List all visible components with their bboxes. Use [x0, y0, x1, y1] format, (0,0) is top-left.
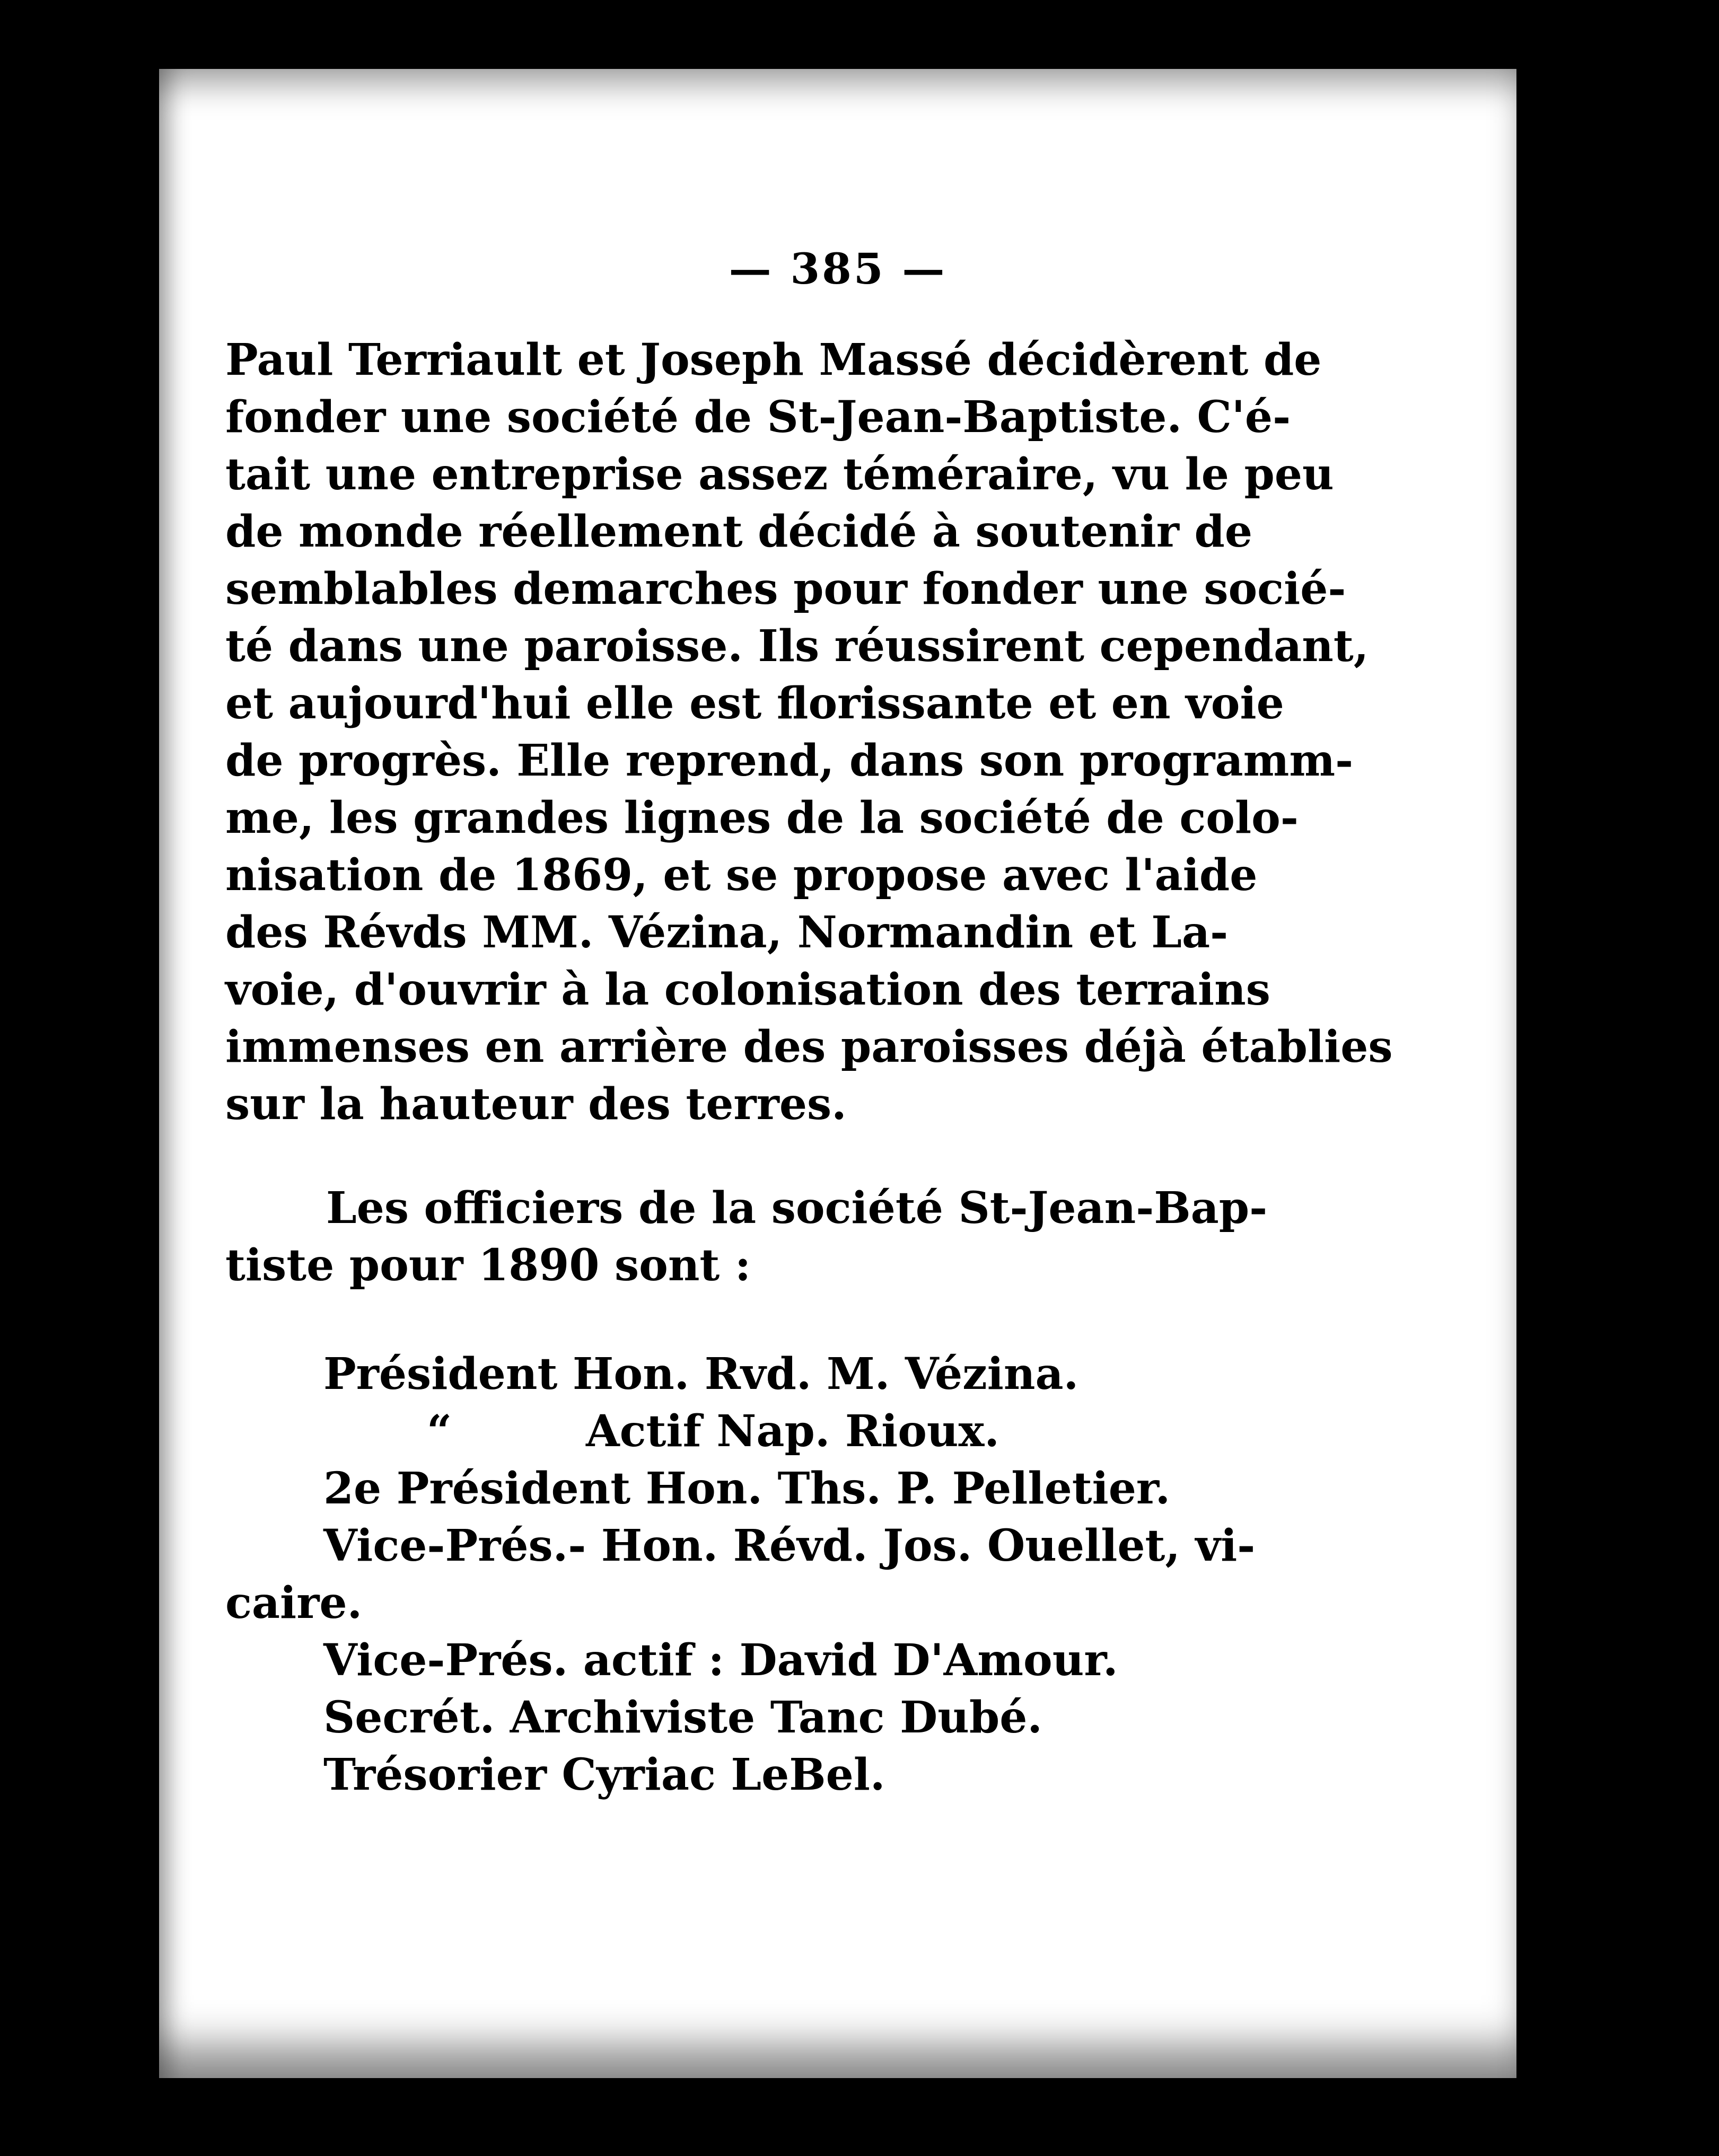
officer-entry: 2e Président Hon. Ths. P. Pelletier. — [323, 1463, 1171, 1514]
text-line: Les officiers de la société St-Jean-Bap- — [326, 1183, 1268, 1234]
text-line: des Révds MM. Vézina, Normandin et La- — [225, 907, 1229, 958]
text-line: tiste pour 1890 sont : — [225, 1240, 751, 1291]
officer-entry: Vice-Prés. actif : David D'Amour. — [323, 1635, 1118, 1686]
officer-entry: Vice-Prés.- Hon. Révd. Jos. Ouellet, vi- — [323, 1520, 1256, 1571]
officers-list — [225, 1345, 1256, 1803]
officer-entry: Secrét. Archiviste Tanc Dubé. — [323, 1692, 1042, 1743]
ditto-mark: “ — [427, 1406, 452, 1457]
officer-entry — [225, 1403, 1174, 1460]
text-line: de monde réellement décidé à soutenir de — [225, 506, 1253, 557]
officer-entry: Trésorier Cyriac LeBel. — [323, 1749, 885, 1800]
book-page — [159, 69, 1516, 2078]
paragraph-officers-intro — [225, 1180, 1268, 1294]
text-line: et aujourd'hui elle est florissante et en voie — [225, 678, 1284, 729]
text-line: nisation de 1869, et se propose avec l'aide — [225, 850, 1258, 901]
page-number: — 385 — — [729, 244, 947, 294]
text-line: Paul Terriault et Joseph Massé décidèrent de — [225, 335, 1322, 385]
text-line: immenses en arrière des paroisses déjà établies — [225, 1022, 1393, 1072]
text-line: fonder une société de St-Jean-Baptiste. C'é- — [225, 392, 1291, 443]
text-line: tait une entreprise assez téméraire, vu le peu — [225, 449, 1334, 500]
officer-entry: Président Hon. Rvd. M. Vézina. — [323, 1349, 1079, 1400]
text-line: voie, d'ouvrir à la colonisation des terrains — [225, 964, 1270, 1015]
text-line: sur la hauteur des terres. — [225, 1079, 847, 1130]
text-line: semblables demarches pour fonder une socié- — [225, 564, 1346, 614]
paragraph-colonisation — [225, 331, 1393, 1133]
text-line: de progrès. Elle reprend, dans son programm- — [225, 735, 1354, 786]
text-line: me, les grandes lignes de la société de colo- — [225, 793, 1299, 843]
officer-entry: caire. — [225, 1578, 363, 1629]
text-line: té dans une paroisse. Ils réussirent cependant, — [225, 621, 1369, 672]
officer-entry-text: Actif Nap. Rioux. — [586, 1406, 999, 1457]
